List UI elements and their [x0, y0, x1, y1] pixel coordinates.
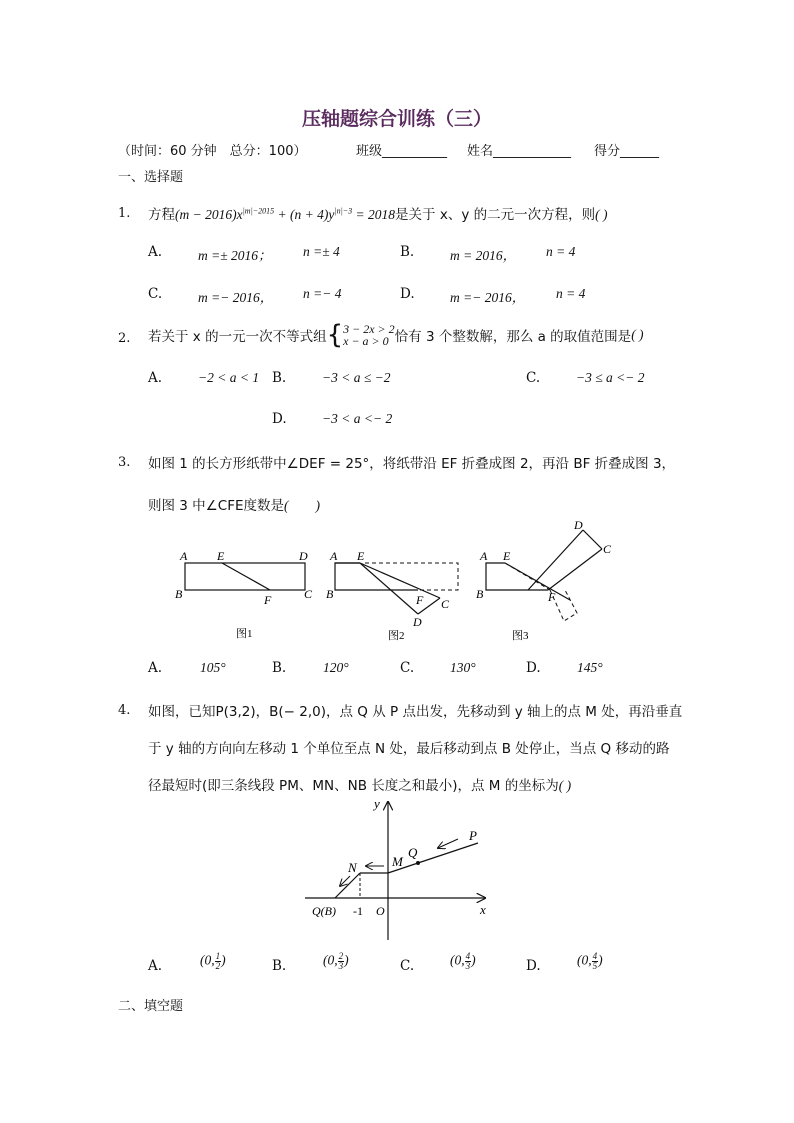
option-value: m = 2016，: [450, 248, 517, 263]
q1-expr-b: + (n + 4)y: [274, 207, 335, 222]
inequality-system: [343, 323, 395, 347]
fraction-numerator: 4: [465, 951, 471, 961]
section-heading-fill: 二、填空题: [118, 999, 184, 1014]
point-label: B: [175, 587, 183, 601]
option-value: [577, 952, 603, 971]
option-value: m =− 2016，: [198, 290, 274, 305]
option-label: A.: [148, 244, 163, 260]
point-label: D: [299, 549, 308, 563]
page-title: 压轴题综合训练（三）: [301, 108, 492, 130]
point-label: D: [413, 615, 422, 629]
question-4-line3: [148, 774, 571, 794]
option-label: D.: [400, 286, 415, 302]
q3-line2-text: 则图 3 中∠CFE度数是: [148, 498, 284, 514]
point-label: A: [330, 549, 338, 563]
section-heading-choice: 一、选择题: [118, 170, 184, 185]
figure-3: [476, 518, 612, 642]
option-value: 130°: [450, 660, 476, 675]
question-4-line1: 如图，已知P(3,2)，B(− 2,0)，点 Q 从 P 点出发，先移动到 y 轴上的点 M 处，再沿垂直: [148, 704, 683, 720]
point-label: F: [548, 590, 556, 604]
fraction-numerator: 2: [338, 951, 344, 961]
q4-paren: ( ): [558, 778, 572, 793]
fraction-denominator: 3: [465, 961, 471, 971]
option-label: D.: [526, 958, 541, 974]
axis-label-y: y: [374, 796, 380, 811]
q3-paren: ( ): [284, 498, 320, 513]
question-number: 3.: [118, 455, 131, 470]
point-label: Q: [408, 845, 418, 860]
coord-suffix: ): [344, 952, 349, 968]
option-value: n = 4: [546, 244, 576, 259]
question-number: 4.: [118, 703, 131, 718]
point-label: D: [574, 518, 583, 532]
q1-exp-b: |n|−3: [334, 206, 353, 216]
fraction-denominator: 5: [592, 961, 598, 971]
tick-label: -1: [353, 904, 363, 918]
option-label: A.: [148, 958, 163, 974]
point-label: B: [326, 587, 334, 601]
arrow-icon: [438, 839, 458, 848]
option-label: C.: [400, 958, 415, 974]
point-label: C: [441, 597, 450, 611]
point-label: F: [264, 593, 272, 607]
name-field: 姓名____________: [467, 144, 572, 159]
exam-time-score: （时间：60 分钟 总分：100）: [118, 144, 307, 159]
point-label: E: [503, 549, 511, 563]
inequality-2: x − a > 0: [343, 334, 389, 348]
point-label: B: [476, 587, 484, 601]
figure-caption: 图1: [236, 628, 253, 640]
question-3-line2: [148, 494, 320, 514]
option-label: C.: [526, 370, 541, 386]
question-number: 2.: [118, 331, 131, 346]
coord-suffix: ): [598, 952, 603, 968]
option-label: C.: [148, 286, 163, 302]
point-label: Q(B): [312, 904, 336, 918]
coord-prefix: (0,: [200, 952, 215, 968]
option-value: m =± 2016；: [198, 248, 272, 263]
option-value: n = 4: [556, 286, 586, 301]
option-value: −2 < a < 1: [198, 370, 260, 385]
option-label: B.: [400, 244, 415, 260]
option-label: B.: [272, 370, 287, 386]
fraction-numerator: 4: [592, 951, 598, 961]
q2-prefix: 若关于 x 的一元一次不等式组: [148, 329, 327, 345]
score-field: 得分______: [594, 144, 660, 159]
option-label: D.: [526, 660, 541, 676]
figure-caption: 图2: [388, 630, 405, 642]
option-value: [200, 952, 226, 971]
option-value: 105°: [200, 660, 226, 675]
q1-expr-c: = 2018: [352, 207, 396, 222]
fold-figures: [160, 516, 630, 646]
option-value: n =± 4: [303, 244, 340, 259]
point-label: E: [217, 549, 225, 563]
q1-paren: ( ): [595, 207, 608, 222]
option-label: A.: [148, 660, 163, 676]
question-1-stem: [148, 203, 607, 223]
option-value: 145°: [577, 660, 603, 675]
option-label: B.: [272, 660, 287, 676]
question-3-line1: 如图 1 的长方形纸带中∠DEF = 25°，将纸带沿 EF 折叠成图 2，再沿 BF 折叠成图 3，: [148, 456, 676, 472]
coordinate-graph: [300, 794, 500, 944]
option-value: −3 < a <− 2: [322, 411, 393, 426]
fraction-denominator: 2: [215, 961, 221, 971]
q2-paren: ( ): [631, 327, 644, 342]
option-value: n =− 4: [303, 286, 342, 301]
figure-2: [326, 549, 458, 642]
q1-expr-a: (m − 2016)x: [175, 207, 243, 222]
q1-exp-a: |m|−2015: [242, 206, 275, 216]
coord-prefix: (0,: [577, 952, 592, 968]
figure-1: [175, 549, 313, 640]
option-label: C.: [400, 660, 415, 676]
point-q: [416, 861, 420, 865]
question-2-stem: [148, 320, 644, 350]
question-number: 1.: [118, 206, 131, 221]
fraction-denominator: 3: [338, 961, 344, 971]
option-label: A.: [148, 370, 163, 386]
segment-nb: [335, 873, 360, 898]
point-label: A: [480, 549, 488, 563]
class-field: 班级__________: [356, 144, 448, 159]
q1-suffix: 是关于 x、y 的二元一次方程，则: [395, 207, 596, 223]
axis-label-x: x: [480, 902, 486, 917]
fraction-numerator: 1: [215, 951, 221, 961]
left-brace-icon: {: [326, 320, 344, 350]
point-label: N: [348, 860, 357, 875]
option-label: B.: [272, 958, 287, 974]
inequality-1: 3 − 2x > 2: [343, 322, 395, 336]
coord-suffix: ): [471, 952, 476, 968]
point-label: E: [357, 549, 365, 563]
point-label: M: [392, 854, 403, 869]
option-value: m =− 2016，: [450, 290, 526, 305]
question-4-line2: 于 y 轴的方向向左移动 1 个单位至点 N 处，最后移动到点 B 处停止，当点 Q 移动的路: [148, 741, 670, 757]
q4-line3-text: 径最短时(即三条线段 PM、MN、NB 长度之和最小)，点 M 的坐标为: [148, 778, 559, 794]
point-label: C: [603, 542, 612, 556]
figure-caption: 图3: [512, 630, 529, 642]
point-label: F: [416, 593, 424, 607]
q1-prefix: 方程: [148, 207, 175, 223]
option-value: [323, 952, 349, 971]
option-value: [450, 952, 476, 971]
point-label: P: [469, 828, 477, 843]
option-value: −3 < a ≤ −2: [322, 370, 391, 385]
option-label: D.: [272, 411, 287, 427]
point-label: C: [304, 587, 313, 601]
point-label: A: [180, 549, 188, 563]
option-value: 120°: [323, 660, 349, 675]
option-value: −3 ≤ a <− 2: [576, 370, 645, 385]
origin-label: O: [376, 904, 385, 918]
coord-prefix: (0,: [323, 952, 338, 968]
coord-suffix: ): [221, 952, 226, 968]
coord-prefix: (0,: [450, 952, 465, 968]
q2-suffix: 恰有 3 个整数解，那么 a 的取值范围是: [394, 329, 632, 345]
